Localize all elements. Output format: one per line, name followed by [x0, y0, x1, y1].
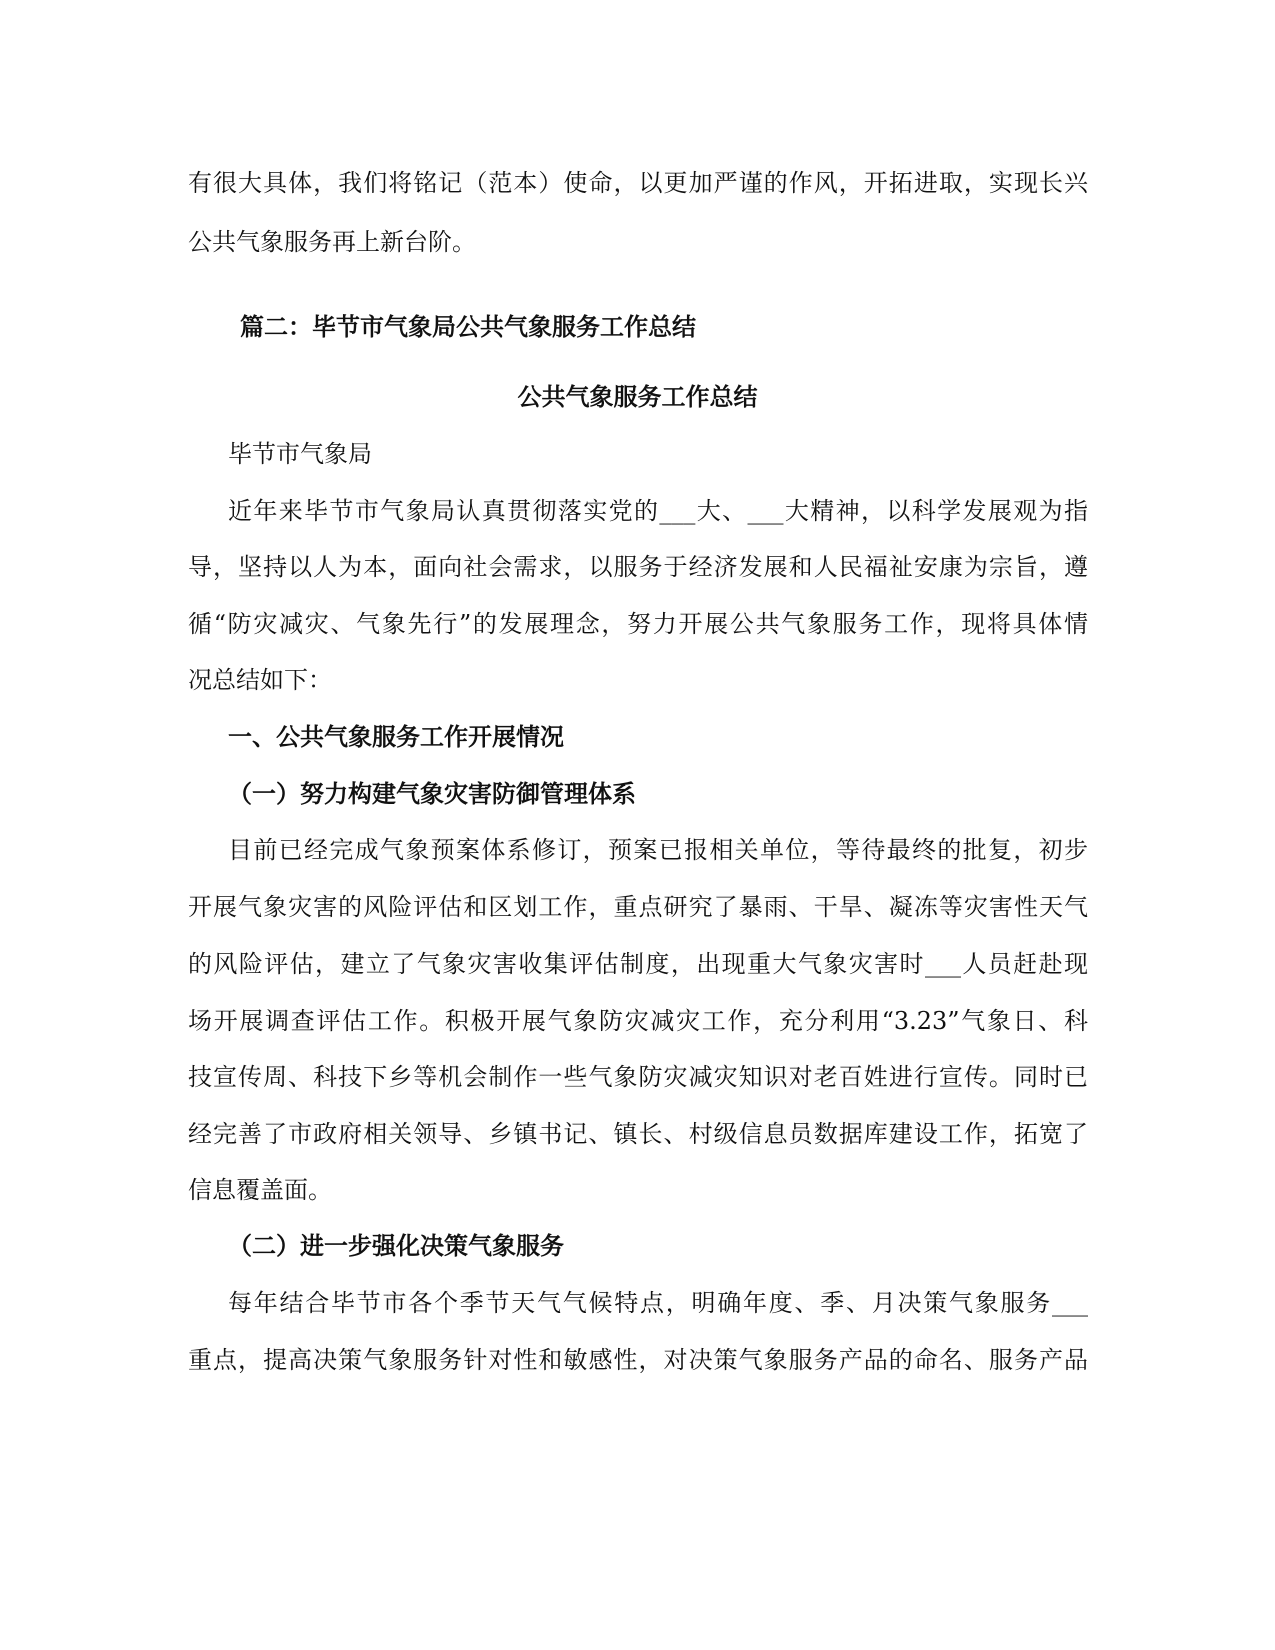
paragraph-line: 循“防灾减灾、气象先行”的发展理念，努力开展公共气象服务工作，现将具体情 [188, 610, 1088, 638]
paragraph-line: 场开展调查评估工作。积极开展气象防灾减灾工作，充分利用“3.23”气象日、科 [188, 1007, 1088, 1035]
heading-level-1: 一、公共气象服务工作开展情况 [228, 723, 564, 751]
paragraph-line: 每年结合毕节市各个季节天气气候特点，明确年度、季、月决策气象服务___ [228, 1289, 1088, 1317]
organization-name: 毕节市气象局 [228, 440, 372, 468]
paragraph-line: 经完善了市政府相关领导、乡镇书记、镇长、村级信息员数据库建设工作，拓宽了 [188, 1120, 1088, 1148]
paragraph-line: 开展气象灾害的风险评估和区划工作，重点研究了暴雨、干旱、凝冻等灾害性天气 [188, 893, 1088, 921]
paragraph-line: 重点，提高决策气象服务针对性和敏感性，对决策气象服务产品的命名、服务产品 [188, 1346, 1088, 1374]
heading-level-2: （二）进一步强化决策气象服务 [228, 1232, 564, 1260]
paragraph-line: 信息覆盖面。 [188, 1176, 332, 1204]
section-heading: 篇二：毕节市气象局公共气象服务工作总结 [240, 313, 696, 341]
paragraph-line: 近年来毕节市气象局认真贯彻落实党的___大、___大精神，以科学发展观为指 [228, 497, 1088, 525]
heading-level-2: （一）努力构建气象灾害防御管理体系 [228, 780, 636, 808]
paragraph-line: 有很大具体，我们将铭记（范本）使命，以更加严谨的作风，开拓进取，实现长兴 [188, 169, 1088, 197]
paragraph-line: 况总结如下： [188, 666, 332, 694]
paragraph-line: 技宣传周、科技下乡等机会制作一些气象防灾减灾知识对老百姓进行宣传。同时已 [188, 1063, 1088, 1091]
document-title: 公共气象服务工作总结 [517, 383, 758, 411]
paragraph-line: 的风险评估，建立了气象灾害收集评估制度，出现重大气象灾害时___人员赶赴现 [188, 950, 1088, 978]
paragraph-line: 导，坚持以人为本，面向社会需求，以服务于经济发展和人民福祉安康为宗旨，遵 [188, 553, 1088, 581]
paragraph-line: 公共气象服务再上新台阶。 [188, 228, 476, 256]
paragraph-line: 目前已经完成气象预案体系修订，预案已报相关单位，等待最终的批复，初步 [228, 836, 1088, 864]
